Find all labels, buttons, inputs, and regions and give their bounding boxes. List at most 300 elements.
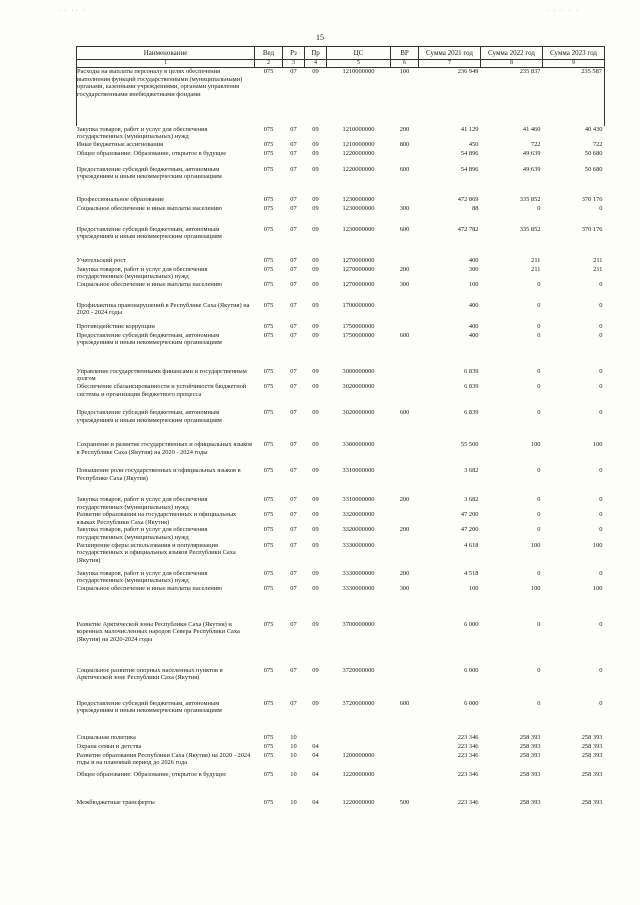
row-cs: 1230000000 — [342, 225, 375, 233]
column-number-row — [77, 60, 605, 68]
row-sum-2023: 100 — [592, 584, 603, 592]
col-sum2022-header: Сумма 2022 год — [481, 47, 543, 60]
row-vr — [391, 542, 419, 570]
row-ved: 075 — [263, 195, 274, 203]
row-sum-2021: 472 869 — [457, 195, 479, 203]
row-pr: 09 — [312, 467, 319, 475]
row-name: Управление государственными финансами и государственным долгом — [76, 367, 247, 383]
row-sum-2021: 4 518 — [464, 569, 479, 577]
row-vr — [391, 257, 419, 266]
table-row — [77, 752, 605, 771]
row-sum-2023: 258 393 — [581, 751, 603, 759]
row-rz: 07 — [290, 383, 297, 391]
column-number: 7 — [419, 60, 481, 68]
table-row — [77, 585, 605, 621]
row-cs: 1220000000 — [342, 165, 375, 173]
row-vr — [391, 383, 419, 409]
table-row — [77, 667, 605, 700]
row-pr: 09 — [312, 620, 319, 628]
row-sum-2023: 722 — [592, 140, 603, 148]
row-sum-2021: 4 618 — [464, 541, 479, 549]
table-row — [77, 68, 605, 126]
row-ved: 075 — [263, 699, 274, 707]
column-number: 6 — [391, 60, 419, 68]
row-ved: 075 — [263, 331, 274, 339]
row-sum-2022: 0 — [537, 699, 541, 707]
row-ved: 075 — [263, 265, 274, 273]
table-row — [77, 441, 605, 467]
table-body — [77, 68, 605, 811]
row-ved: 075 — [263, 526, 274, 534]
row-vr — [391, 302, 419, 323]
row-ved: 075 — [263, 541, 274, 549]
row-sum-2022: 0 — [537, 301, 541, 309]
row-ved: 075 — [263, 569, 274, 577]
row-pr: 09 — [312, 322, 319, 330]
row-ved: 075 — [263, 68, 274, 75]
row-rz: 07 — [290, 322, 297, 330]
row-cs: 1220000000 — [342, 798, 375, 806]
row-sum-2022: 0 — [537, 367, 541, 375]
row-vr: 600 — [399, 699, 410, 707]
row-sum-2022: 258 393 — [519, 798, 541, 806]
row-rz: 10 — [290, 742, 297, 750]
row-name: Предоставление субсидий бюджетным, автономным учреждениям и иным некоммерческим организациям — [76, 699, 222, 715]
row-ved: 075 — [263, 441, 274, 449]
row-rz: 10 — [290, 798, 297, 806]
row-sum-2021: 223 346 — [457, 742, 479, 750]
row-pr: 09 — [312, 204, 319, 212]
row-cs: 3700000000 — [342, 620, 375, 628]
row-rz: 07 — [290, 496, 297, 504]
row-name: Учительский рост — [76, 256, 126, 264]
row-sum-2021: 223 346 — [457, 798, 479, 806]
row-pr: 09 — [312, 165, 319, 173]
table-row — [77, 570, 605, 585]
row-ved: 075 — [263, 225, 274, 233]
table-row — [77, 700, 605, 734]
col-pr-header: Пр — [305, 47, 327, 60]
row-pr: 09 — [312, 256, 319, 264]
row-cs: 3020000000 — [342, 409, 375, 417]
row-ved: 075 — [263, 733, 274, 741]
row-sum-2023: 100 — [592, 541, 603, 549]
table-row — [77, 281, 605, 302]
row-sum-2022: 49 639 — [522, 149, 541, 157]
row-name: Охрана семьи и детства — [76, 742, 142, 750]
row-pr: 09 — [312, 666, 319, 674]
row-sum-2021: 3 682 — [464, 496, 479, 504]
row-sum-2023: 0 — [599, 383, 603, 391]
row-pr: 09 — [312, 699, 319, 707]
row-sum-2022: 0 — [537, 204, 541, 212]
row-vr: 600 — [399, 331, 410, 339]
row-sum-2021: 223 346 — [457, 751, 479, 759]
column-number: 5 — [327, 60, 391, 68]
row-sum-2022: 0 — [537, 322, 541, 330]
row-cs: 3320000000 — [342, 526, 375, 534]
row-cs: 3720000000 — [342, 666, 375, 674]
row-name: Закупка товаров, работ и услуг для обеспечения государственных (муниципальных) нужд — [76, 496, 208, 511]
row-vr — [391, 441, 419, 467]
row-name: Профилактика правонарушений в Республике Саха (Якутия) на 2020 - 2024 годы — [76, 301, 250, 317]
row-name: Развитие Арктической зоны Республики Саха (Якутия) и коренных малочисленных народов Севера Республики Саха (Якутия) на 2020-2024 годы — [76, 620, 240, 643]
row-rz: 07 — [290, 140, 297, 148]
row-sum-2021: 223 346 — [457, 733, 479, 741]
row-sum-2021: 100 — [468, 584, 479, 592]
row-sum-2023: 0 — [599, 511, 603, 519]
row-sum-2021: 472 782 — [457, 225, 479, 233]
row-vr: 600 — [399, 165, 410, 173]
row-pr: 09 — [312, 367, 319, 375]
row-cs: 1210000000 — [342, 140, 375, 148]
row-sum-2021: 41 129 — [460, 125, 479, 133]
row-sum-2022: 0 — [537, 496, 541, 504]
col-sum2021-header: Сумма 2021 год — [419, 47, 481, 60]
row-sum-2023: 370 176 — [581, 225, 603, 233]
row-sum-2021: 400 — [468, 331, 479, 339]
column-number: 2 — [255, 60, 283, 68]
table-row — [77, 302, 605, 323]
row-pr: 09 — [312, 511, 319, 519]
row-cs: 3310000000 — [342, 467, 375, 475]
row-sum-2021: 100 — [468, 280, 479, 288]
row-name: Социальное обеспечение и иные выплаты населению — [76, 584, 223, 592]
table-header — [77, 47, 605, 68]
row-ved: 075 — [263, 742, 274, 750]
row-sum-2023: 0 — [599, 367, 603, 375]
table-row — [77, 799, 605, 811]
row-vr: 300 — [399, 280, 410, 288]
row-rz: 10 — [290, 751, 297, 759]
row-pr: 09 — [312, 195, 319, 203]
row-sum-2022: 335 852 — [519, 195, 541, 203]
row-sum-2021: 6 839 — [464, 383, 479, 391]
row-sum-2023: 0 — [599, 666, 603, 674]
row-sum-2021: 6 000 — [464, 620, 479, 628]
table-row — [77, 196, 605, 205]
row-name: Закупка товаров, работ и услуг для обеспечения государственных (муниципальных) нужд — [76, 125, 208, 141]
row-ved: 075 — [263, 149, 274, 157]
table-row — [77, 226, 605, 257]
row-cs — [327, 734, 391, 743]
row-name: Расходы на выплаты персоналу в целях обеспечения выполнения функций государственными (муниципальными) органами, казенными учреждениями, органами управления государственными внебюджетными фондами — [77, 68, 255, 126]
row-sum-2023: 235 587 — [543, 68, 605, 126]
row-name: Закупка товаров, работ и услуг для обеспечения государственных (муниципальных) нужд — [76, 526, 208, 542]
row-rz: 07 — [290, 620, 297, 628]
page-number: 15 — [316, 33, 324, 42]
table-row — [77, 467, 605, 496]
row-vr: 500 — [399, 798, 410, 806]
row-sum-2021: 400 — [468, 301, 479, 309]
row-pr: 09 — [312, 526, 319, 534]
row-sum-2022: 0 — [537, 383, 541, 391]
row-pr: 09 — [312, 280, 319, 288]
row-sum-2021: 54 896 — [460, 149, 479, 157]
table-row — [77, 368, 605, 383]
row-pr: 09 — [312, 125, 319, 133]
row-ved: 075 — [263, 322, 274, 330]
row-name: Развитие образования Республики Саха (Якутия) на 2020 - 2024 годы и на плановый период до 2026 года — [76, 751, 251, 767]
row-rz: 07 — [290, 265, 297, 273]
row-sum-2023: 0 — [599, 467, 603, 475]
row-cs: 1220000000 — [342, 149, 375, 157]
row-rz: 07 — [290, 149, 297, 157]
row-name: Сохранение и развитие государственных и официальных языков в Республике Саха (Якутия) на 2020 - 2024 годы — [76, 441, 253, 456]
row-sum-2022: 722 — [530, 140, 541, 148]
row-rz: 07 — [290, 666, 297, 674]
row-sum-2023: 211 — [593, 265, 603, 273]
row-pr: 09 — [312, 301, 319, 309]
row-ved: 075 — [263, 511, 274, 519]
row-sum-2023: 0 — [599, 301, 603, 309]
table-row — [77, 542, 605, 570]
row-sum-2022: 0 — [537, 331, 541, 339]
col-ved-header: Вед — [255, 47, 283, 60]
row-cs: 1750000000 — [342, 322, 375, 330]
row-name: Предоставление субсидий бюджетным, автономным учреждениям и иным некоммерческим организациям — [76, 409, 222, 424]
row-sum-2022: 0 — [537, 467, 541, 475]
row-cs: 1210000000 — [342, 125, 375, 133]
row-rz: 07 — [290, 331, 297, 339]
row-pr: 09 — [312, 225, 319, 233]
row-sum-2021: 6 000 — [464, 666, 479, 674]
row-sum-2022: 235 837 — [519, 68, 541, 75]
row-sum-2021: 400 — [468, 256, 479, 264]
row-name: Социальное обеспечение и иные выплаты населению — [76, 280, 223, 288]
row-sum-2023: 0 — [599, 699, 603, 707]
row-cs: 1270000000 — [342, 256, 375, 264]
row-sum-2021: 400 — [468, 322, 479, 330]
row-sum-2021: 6 839 — [464, 409, 479, 417]
row-sum-2022: 258 393 — [519, 742, 541, 750]
col-cs-header: ЦС — [327, 47, 391, 60]
row-vr — [391, 621, 419, 667]
row-sum-2021: 3 682 — [464, 467, 479, 475]
table-row — [77, 621, 605, 667]
row-name: Социальная политика — [76, 733, 136, 741]
row-rz: 10 — [290, 770, 297, 778]
row-sum-2022: 100 — [530, 541, 541, 549]
row-sum-2021: 300 — [468, 265, 479, 273]
row-sum-2022: 0 — [537, 666, 541, 674]
row-pr: 09 — [312, 441, 319, 449]
table-row — [77, 734, 605, 743]
row-ved: 075 — [263, 409, 274, 417]
row-sum-2021: 6 839 — [464, 367, 479, 375]
row-sum-2021: 6 000 — [464, 699, 479, 707]
row-sum-2022: 258 393 — [519, 733, 541, 741]
row-ved: 075 — [263, 280, 274, 288]
row-sum-2021: 450 — [468, 140, 479, 148]
column-number: 1 — [77, 60, 255, 68]
row-ved: 075 — [263, 256, 274, 264]
row-cs: 1270000000 — [342, 265, 375, 273]
col-sum2023-header: Сумма 2023 год — [543, 47, 605, 60]
row-ved: 075 — [263, 496, 274, 504]
row-vr: 600 — [399, 225, 410, 233]
scan-mark-left: ·· ·· · — [60, 8, 87, 14]
table-row — [77, 332, 605, 368]
row-ved: 075 — [263, 125, 274, 133]
row-rz: 07 — [290, 204, 297, 212]
row-cs: 1700000000 — [342, 301, 375, 309]
row-sum-2022: 335 852 — [519, 225, 541, 233]
row-cs: 3330000000 — [342, 584, 375, 592]
row-sum-2023: 258 393 — [581, 742, 603, 750]
row-name: Закупка товаров, работ и услуг для обеспечения государственных (муниципальных) нужд — [76, 265, 208, 281]
table-row — [77, 126, 605, 141]
table-row — [77, 511, 605, 526]
row-cs: 1200000000 — [342, 751, 375, 759]
row-vr: 300 — [399, 204, 410, 212]
row-rz: 07 — [290, 280, 297, 288]
table-row — [77, 166, 605, 196]
row-sum-2022: 258 393 — [519, 751, 541, 759]
row-sum-2023: 0 — [599, 331, 603, 339]
column-number: 8 — [481, 60, 543, 68]
row-sum-2023: 0 — [599, 496, 603, 504]
row-cs: 3020000000 — [342, 383, 375, 391]
row-rz: 07 — [290, 68, 297, 75]
row-sum-2022: 0 — [537, 526, 541, 534]
row-vr — [391, 667, 419, 700]
row-name: Общее образование: Образование, открытое в будущее — [76, 149, 227, 157]
row-rz: 07 — [290, 569, 297, 577]
row-cs: 1230000000 — [342, 195, 375, 203]
row-sum-2021: 236 949 — [457, 68, 479, 75]
row-rz: 10 — [290, 733, 297, 741]
row-rz: 07 — [290, 467, 297, 475]
row-pr: 09 — [312, 140, 319, 148]
row-vr: 800 — [399, 140, 410, 148]
col-name-header: Наименование — [77, 47, 255, 60]
row-sum-2021: 47 200 — [460, 511, 479, 519]
row-rz: 07 — [290, 699, 297, 707]
row-name: Предоставление субсидий бюджетным, автономным учреждениям и иным некоммерческим организациям — [76, 331, 222, 347]
row-cs: 1230000000 — [342, 204, 375, 212]
row-pr: 09 — [312, 496, 319, 504]
table-row — [77, 150, 605, 166]
row-ved: 075 — [263, 770, 274, 778]
row-vr: 200 — [399, 265, 410, 273]
row-vr — [391, 323, 419, 332]
table-row — [77, 205, 605, 226]
row-vr: 100 — [399, 68, 410, 75]
row-vr — [391, 743, 419, 752]
table-row — [77, 771, 605, 799]
row-sum-2022: 258 393 — [519, 770, 541, 778]
row-rz: 07 — [290, 541, 297, 549]
row-cs: 3300000000 — [342, 441, 375, 449]
row-sum-2023: 0 — [599, 620, 603, 628]
row-ved: 075 — [263, 751, 274, 759]
row-rz: 07 — [290, 256, 297, 264]
row-pr — [305, 734, 327, 743]
row-rz: 07 — [290, 301, 297, 309]
row-sum-2022: 0 — [537, 511, 541, 519]
row-rz: 07 — [290, 225, 297, 233]
row-name: Расширение сферы использования и популяризация государственных и официальных языков Республики Саха (Якутия) — [76, 541, 236, 564]
row-pr: 09 — [312, 541, 319, 549]
row-vr — [391, 771, 419, 799]
row-pr: 04 — [312, 751, 319, 759]
column-number: 3 — [283, 60, 305, 68]
table-row — [77, 141, 605, 150]
row-sum-2023: 258 393 — [581, 733, 603, 741]
row-name: Социальное развитие опорных населенных пунктов в Арктической зоне Республики Саха (Якутия) — [76, 666, 223, 682]
row-cs: 1750000000 — [342, 331, 375, 339]
row-name: Профессиональное образование — [76, 195, 165, 203]
row-sum-2022: 100 — [530, 441, 541, 449]
row-cs: 1210000000 — [342, 68, 375, 75]
table-row — [77, 383, 605, 409]
row-pr: 09 — [312, 409, 319, 417]
row-name: Предоставление субсидий бюджетным, автономным учреждениям и иным некоммерческим организациям — [76, 165, 222, 181]
row-name: Развитие образования на государственных и официальных языках Республики Саха (Якутия) — [76, 511, 237, 526]
row-vr: 200 — [399, 526, 410, 534]
row-pr: 09 — [312, 265, 319, 273]
row-ved: 075 — [263, 584, 274, 592]
row-ved: 075 — [263, 367, 274, 375]
row-ved: 075 — [263, 140, 274, 148]
row-cs: 3000000000 — [342, 367, 375, 375]
row-pr: 04 — [312, 742, 319, 750]
budget-table — [76, 46, 605, 811]
row-ved: 075 — [263, 798, 274, 806]
row-vr — [391, 368, 419, 383]
col-vr-header: ВР — [391, 47, 419, 60]
table-row — [77, 526, 605, 541]
row-ved: 075 — [263, 467, 274, 475]
row-cs: 3320000000 — [342, 511, 375, 519]
row-rz: 07 — [290, 441, 297, 449]
row-sum-2022: 211 — [531, 256, 541, 264]
row-sum-2023: 258 393 — [581, 798, 603, 806]
row-rz: 07 — [290, 409, 297, 417]
row-rz: 07 — [290, 526, 297, 534]
row-ved: 075 — [263, 666, 274, 674]
table-row — [77, 266, 605, 281]
row-name: Закупка товаров, работ и услуг для обеспечения государственных (муниципальных) нужд — [76, 569, 208, 585]
row-sum-2021: 47 200 — [460, 526, 479, 534]
row-vr: 300 — [399, 584, 410, 592]
scan-mark-right: · · · · · — [546, 8, 580, 14]
row-vr — [391, 196, 419, 205]
row-sum-2022: 0 — [537, 620, 541, 628]
row-cs: 1270000000 — [342, 280, 375, 288]
row-vr: 200 — [399, 125, 410, 133]
row-pr: 09 — [312, 569, 319, 577]
row-sum-2022: 0 — [537, 569, 541, 577]
row-name: Межбюджетные трансферты — [76, 798, 155, 806]
row-cs: 3330000000 — [342, 569, 375, 577]
row-sum-2021: 55 500 — [460, 441, 479, 449]
row-rz: 07 — [290, 511, 297, 519]
table-row — [77, 323, 605, 332]
row-name: Социальное обеспечение и иные выплаты населению — [76, 204, 223, 212]
row-sum-2021: 54 896 — [460, 165, 479, 173]
row-cs: 3720000000 — [342, 699, 375, 707]
row-sum-2023: 370 176 — [581, 195, 603, 203]
row-sum-2022: 0 — [537, 409, 541, 417]
row-pr: 09 — [312, 584, 319, 592]
row-ved: 075 — [263, 301, 274, 309]
table-row — [77, 257, 605, 266]
column-number: 4 — [305, 60, 327, 68]
row-ved: 075 — [263, 383, 274, 391]
row-sum-2023: 0 — [599, 322, 603, 330]
